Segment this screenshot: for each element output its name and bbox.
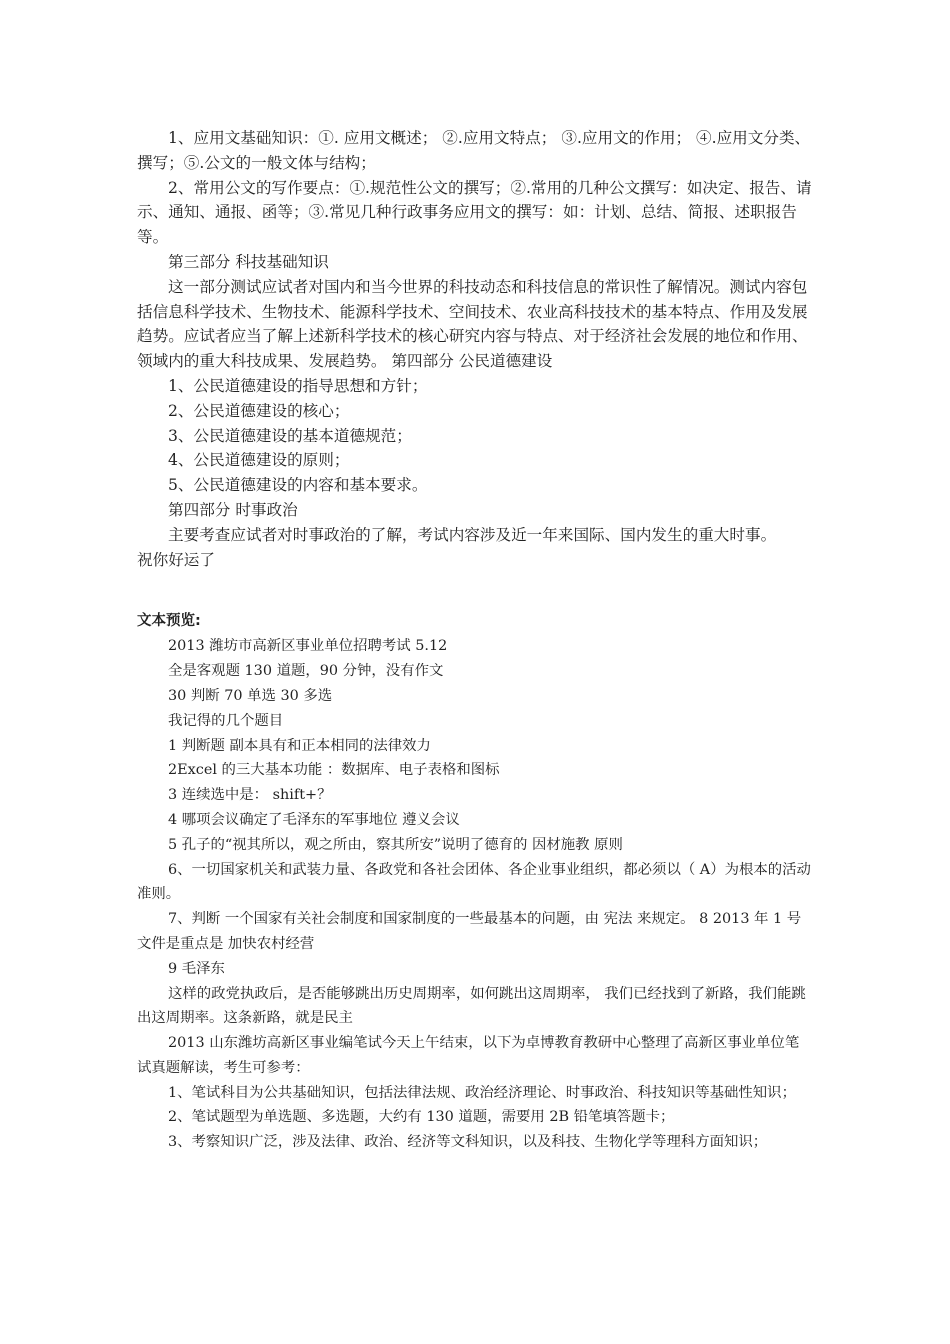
preview-line: 2013 潍坊市高新区事业单位招聘考试 5.12 — [168, 638, 448, 655]
section-heading: 第三部分 科技基础知识 — [168, 252, 329, 271]
exam-outline-section — [137, 126, 813, 572]
paragraph: 2、常用公文的写作要点：①.规范性公文的撰写；②.常用的几种公文撰写：如决定、报告、请示、通知、通报、函等；③.常见几种行政事务应用文的撰写：如：计划、总结、简报、述职报告等。 — [137, 178, 812, 247]
paragraph: 1、应用文基础知识：①. 应用文概述； ②.应用文特点； ③.应用文的作用； ④.应用文分类、撰写；⑤.公文的一般文体与结构； — [137, 129, 811, 172]
preview-line: 1 判断题 副本具有和正本相同的法律效力 — [168, 737, 431, 754]
preview-line: 3、考察知识广泛，涉及法律、政治、经济等文科知识，以及科技、生物化学等理科方面知识； — [168, 1134, 768, 1151]
text-preview-section — [137, 608, 813, 1155]
preview-line: 5 孔子的“视其所以，观之所由，察其所安”说明了德育的 因材施教 原则 — [168, 836, 623, 853]
preview-line: 我记得的几个题目 — [168, 712, 284, 729]
preview-line: 7、判断 一个国家有关社会制度和国家制度的一些最基本的问题，由 宪法 来规定。 8 2013 年 1 号文件是重点是 加快农村经营 — [137, 911, 802, 952]
list-item: 2、公民道德建设的核心； — [168, 401, 350, 420]
preview-line: 3 连续选中是： shift+？ — [168, 787, 332, 804]
paragraph: 主要考查应试者对时事政治的了解，考试内容涉及近一年来国际、国内发生的重大时事。 — [168, 525, 777, 544]
preview-line: 全是客观题 130 道题，90 分钟，没有作文 — [168, 663, 444, 680]
preview-line: 这样的政党执政后，是否能够跳出历史周期率，如何跳出这周期率， 我们已经找到了新路，我们能跳出这周期率。这条新路，就是民主 — [137, 985, 806, 1027]
list-item: 3、公民道德建设的基本道德规范； — [168, 426, 412, 445]
document-page — [137, 126, 813, 1155]
list-item: 5、公民道德建设的内容和基本要求。 — [168, 476, 428, 495]
preview-line: 6、一切国家机关和武装力量、各政党和各社会团体、各企业事业组织，都必须以（ A）为根本的活动准则。 — [137, 861, 811, 903]
list-item: 4、公民道德建设的原则； — [168, 451, 350, 470]
preview-line: 4 哪项会议确定了毛泽东的军事地位 遵义会议 — [168, 811, 460, 828]
preview-label: 文本预览: — [137, 613, 201, 630]
closing-line: 祝你好运了 — [137, 550, 215, 569]
list-item: 1、公民道德建设的指导思想和方针； — [168, 376, 428, 395]
paragraph: 这一部分测试应试者对国内和当今世界的科技动态和科技信息的常识性了解情况。测试内容包括信息科学技术、生物技术、能源科学技术、空间技术、农业高科技技术的基本特点、作用及发展趋势。应试者应当了解上述新科学技术的核心研究内容与特点、对于经济社会发展的地位和作用、领域内的重大科技成果、发展趋势。 第四部分 公民道德建设 — [137, 277, 808, 371]
preview-line: 2013 山东潍坊高新区事业编笔试今天上午结束，以下为卓博教育教研中心整理了高新区事业单位笔试真题解读，考生可参考： — [137, 1035, 800, 1076]
preview-line: 2、笔试题型为单选题、多选题，大约有 130 道题，需要用 2B 铅笔填答题卡； — [168, 1109, 675, 1126]
section-heading: 第四部分 时事政治 — [168, 500, 298, 519]
preview-line: 1、笔试科目为公共基础知识，包括法律法规、政治经济理论、时事政治、科技知识等基础性知识； — [168, 1084, 796, 1101]
preview-line: 9 毛泽东 — [168, 960, 225, 977]
preview-line: 30 判断 70 单选 30 多选 — [168, 687, 333, 704]
preview-line: 2Excel 的三大基本功能 ：数据库、电子表格和图标 — [168, 762, 500, 779]
